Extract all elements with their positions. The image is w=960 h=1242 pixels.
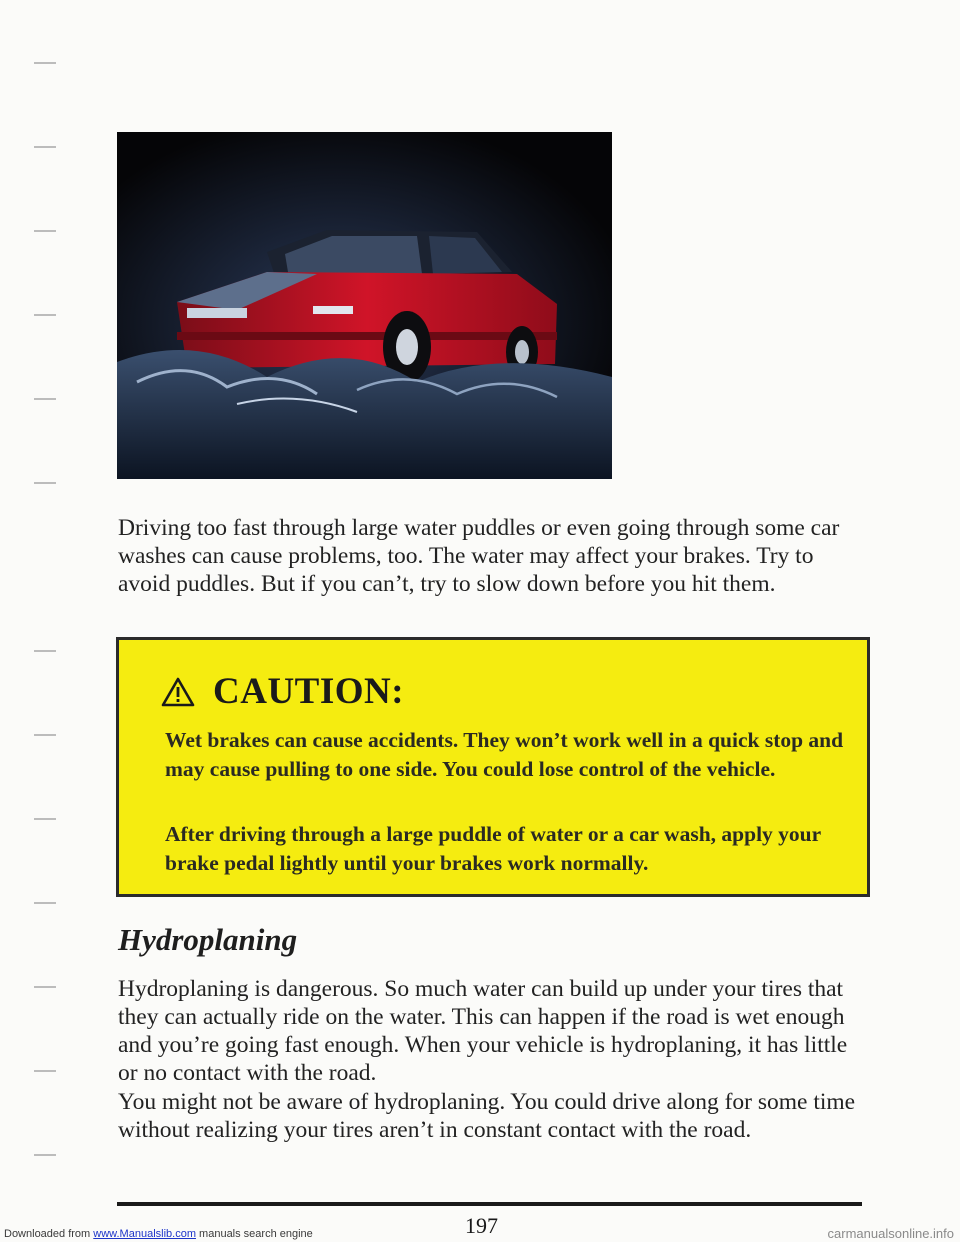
intro-paragraph: Driving too fast through large water puddles or even going through some car washes can cause problems, too. The water may affect your brakes. Try to avoid puddles. But if you can’t, try to slow down before you hit them. <box>118 515 840 597</box>
section-heading: Hydroplaning <box>118 922 298 957</box>
edge-tick <box>34 1070 56 1072</box>
footer-suffix: manuals search engine <box>199 1228 313 1240</box>
footer-prefix: Downloaded from <box>4 1228 91 1240</box>
caution-header <box>161 670 404 713</box>
edge-tick <box>34 650 56 652</box>
edge-tick <box>34 314 56 316</box>
edge-tick <box>34 230 56 232</box>
caution-paragraph: Wet brakes can cause accidents. They won’t work well in a quick stop and may cause pulling to one side. You could lose control of the vehicle. <box>165 728 844 781</box>
warning-triangle-icon <box>161 677 195 707</box>
section-paragraph: You might not be aware of hydroplaning. You could drive along for some time without realizing your tires aren’t in constant contact with the road. <box>118 1089 856 1143</box>
caution-paragraph: After driving through a large puddle of water or a car wash, apply your brake pedal lightly until your brakes work normally. <box>165 822 821 875</box>
edge-tick <box>34 734 56 736</box>
red-sedan-splashing-water-photo <box>117 132 612 479</box>
edge-tick <box>34 818 56 820</box>
caution-box <box>116 637 870 897</box>
edge-tick <box>34 398 56 400</box>
edge-tick <box>34 62 56 64</box>
watermark: carmanualsonline.info <box>827 1226 954 1241</box>
manualslib-link[interactable]: www.Manualslib.com <box>93 1228 196 1240</box>
page-number: 197 <box>465 1213 498 1238</box>
edge-tick <box>34 902 56 904</box>
edge-tick <box>34 482 56 484</box>
edge-tick <box>34 1154 56 1156</box>
car-splash-photo <box>117 132 612 479</box>
edge-tick <box>34 146 56 148</box>
caution-title: CAUTION: <box>213 671 405 712</box>
section-paragraph: Hydroplaning is dangerous. So much water can build up under your tires that they can actually ride on the water. This can happen if the road is wet enough and you’re going fast enough. When your vehicle is hydroplaning, it has little or no contact with the road. <box>118 976 848 1086</box>
download-source <box>4 1228 313 1240</box>
footer-rule <box>117 1202 862 1206</box>
edge-tick <box>34 986 56 988</box>
